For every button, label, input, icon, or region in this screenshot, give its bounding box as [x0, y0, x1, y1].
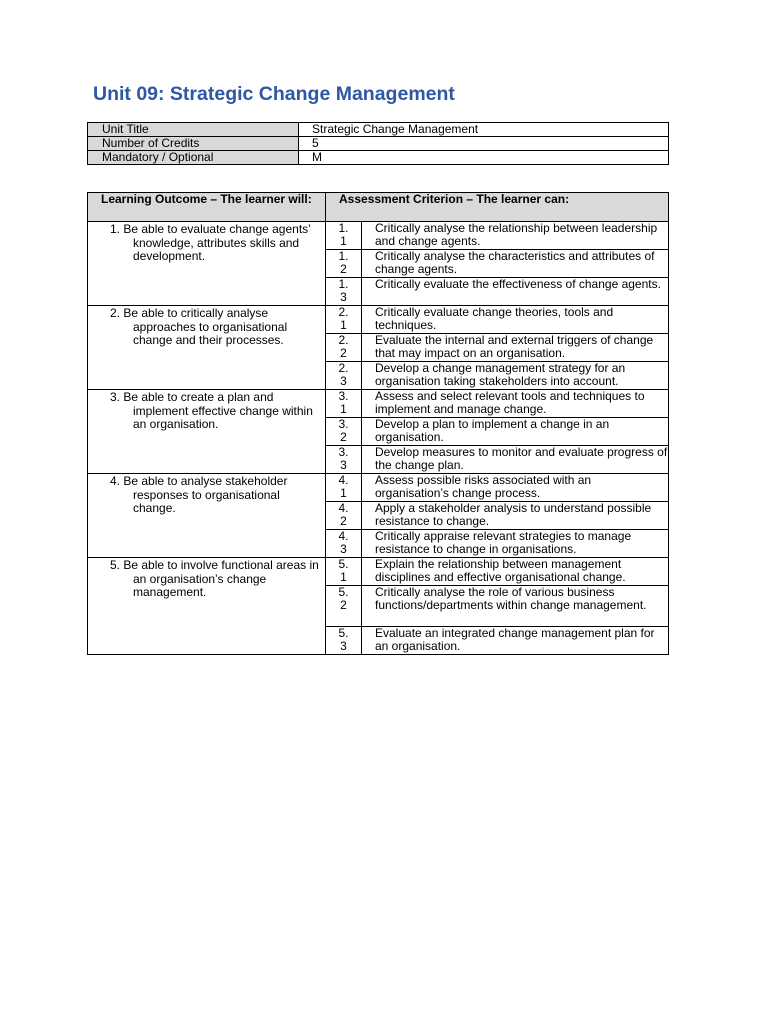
learning-outcome-cell [88, 222, 326, 306]
table-row [88, 558, 669, 586]
learning-outcome-text: 4. Be able to analyse stakeholder responses to organisational change. [110, 474, 288, 515]
criterion-text: Explain the relationship between management disciplines and effective organisational change. [362, 558, 669, 586]
criterion-text: Evaluate the internal and external triggers of change that may impact on an organisation. [362, 334, 669, 362]
criterion-number: 5. 1 [326, 558, 362, 586]
criterion-number: 3. 3 [326, 446, 362, 474]
table-header-row [88, 193, 669, 222]
header-learning-outcome: Learning Outcome – The learner will: [88, 193, 326, 222]
criterion-text: Critically analyse the relationship between leadership and change agents. [362, 222, 669, 250]
learning-outcome-cell [88, 306, 326, 390]
page-title: Unit 09: Strategic Change Management [93, 83, 455, 105]
criterion-number: 2. 2 [326, 334, 362, 362]
criterion-number: 4. 1 [326, 474, 362, 502]
criterion-text: Develop a change management strategy for an organisation taking stakeholders into account. [362, 362, 669, 390]
criterion-text: Critically evaluate the effectiveness of change agents. [362, 278, 669, 306]
learning-outcome-text: 5. Be able to involve functional areas in an organisation’s change management. [110, 558, 319, 599]
unit-info-row [88, 151, 669, 165]
table-row [88, 474, 669, 502]
mandatory-optional-label: Mandatory / Optional [88, 151, 299, 165]
credits-value: 5 [299, 137, 669, 151]
criterion-number: 4. 2 [326, 502, 362, 530]
criterion-number: 2. 3 [326, 362, 362, 390]
unit-title-label: Unit Title [88, 123, 299, 137]
learning-outcome-text: 1. Be able to evaluate change agents’ knowledge, attributes skills and development. [110, 222, 311, 263]
criterion-text: Assess and select relevant tools and techniques to implement and manage change. [362, 390, 669, 418]
criterion-number: 3. 1 [326, 390, 362, 418]
unit-info-row [88, 123, 669, 137]
criterion-number: 3. 2 [326, 418, 362, 446]
criterion-number: 1. 2 [326, 250, 362, 278]
criterion-text: Apply a stakeholder analysis to understand possible resistance to change. [362, 502, 669, 530]
criterion-text: Critically analyse the role of various business functions/departments within change management. [362, 586, 669, 627]
unit-info-row [88, 137, 669, 151]
learning-outcome-cell [88, 390, 326, 474]
table-row [88, 390, 669, 418]
criterion-number: 5. 3 [326, 627, 362, 655]
criterion-number: 4. 3 [326, 530, 362, 558]
unit-title-value: Strategic Change Management [299, 123, 669, 137]
unit-info-table [87, 122, 669, 165]
criterion-text: Evaluate an integrated change management plan for an organisation. [362, 627, 669, 655]
learning-outcome-text: 3. Be able to create a plan and implement effective change within an organisation. [110, 390, 313, 431]
criterion-number: 1. 3 [326, 278, 362, 306]
criterion-text: Develop a plan to implement a change in an organisation. [362, 418, 669, 446]
credits-label: Number of Credits [88, 137, 299, 151]
learning-outcome-text: 2. Be able to critically analyse approaches to organisational change and their processes. [110, 306, 288, 347]
table-row [88, 222, 669, 250]
criterion-text: Critically analyse the characteristics and attributes of change agents. [362, 250, 669, 278]
criterion-number: 5. 2 [326, 586, 362, 627]
criterion-text: Develop measures to monitor and evaluate progress of the change plan. [362, 446, 669, 474]
learning-outcome-cell [88, 474, 326, 558]
criterion-text: Assess possible risks associated with an organisation’s change process. [362, 474, 669, 502]
criterion-text: Critically appraise relevant strategies to manage resistance to change in organisations. [362, 530, 669, 558]
mandatory-optional-value: M [299, 151, 669, 165]
criterion-number: 1. 1 [326, 222, 362, 250]
learning-outcomes-table [87, 192, 669, 655]
table-row [88, 306, 669, 334]
criterion-number: 2. 1 [326, 306, 362, 334]
learning-outcome-cell [88, 558, 326, 655]
criterion-text: Critically evaluate change theories, tools and techniques. [362, 306, 669, 334]
header-assessment-criterion: Assessment Criterion – The learner can: [326, 193, 669, 222]
